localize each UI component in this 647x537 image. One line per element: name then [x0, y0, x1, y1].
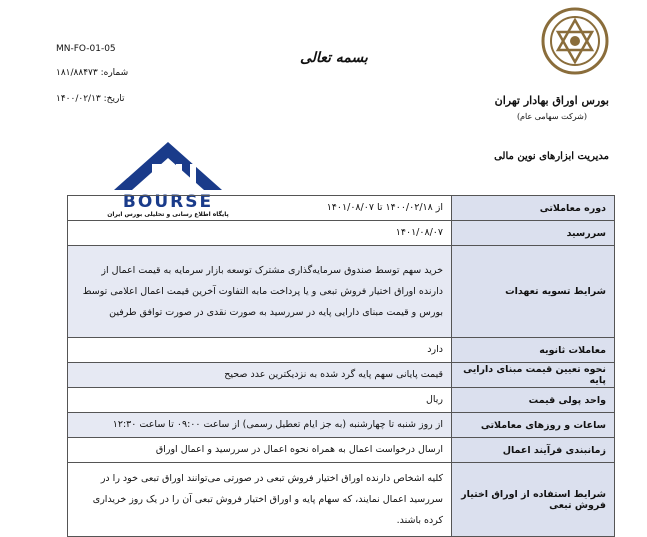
row-value-settlement: خرید سهم توسط صندوق سرمایه‌گذاری مشترک توسعه بازار سرمایه به قیمت اعمال از دارنده اوراق اختیار فروش تبعی و یا پرداخت مابه التفاوت آخرین قیمت اعمال اعلامی توسط بورس و قیمت مبنای دارایی پایه در سررسید به صورت نقدی در صورت توافق طرفین	[68, 246, 452, 338]
table-row	[68, 363, 615, 388]
row-value-maturity: ۱۴۰۱/۰۸/۰۷	[68, 221, 452, 246]
form-code: MN-FO-01-05	[56, 44, 116, 54]
bourse-mark-icon	[100, 140, 236, 196]
row-value-trading-period: از ۱۴۰۰/۰۲/۱۸ تا ۱۴۰۱/۰۸/۰۷	[68, 196, 452, 221]
row-label-secondary-trading: معاملات ثانویه	[452, 338, 615, 363]
row-value-usage-conditions: کلیه اشخاص دارنده اوراق اختیار فروش تبعی در صورتی می‌توانند اوراق تبعی خود را در سررسید اعمال نمایند، که سهام پایه و اوراق اختیار فروش تبعی آن را در یک روز خریداری کرده باشند.	[68, 463, 452, 537]
row-label-exercise-schedule: زمانبندی فرآیند اعمال	[452, 438, 615, 463]
registration-number: شماره: ۱۸۱/۸۸۴۷۳	[56, 68, 129, 78]
table-row	[68, 438, 615, 463]
row-label-trading-period: دوره معاملاتی	[452, 196, 615, 221]
row-value-currency: ریال	[68, 388, 452, 413]
exchange-emblem-icon	[540, 6, 610, 76]
table-row	[68, 338, 615, 363]
bourse-tagline: پایگاه اطلاع رسانی و تحلیلی بورس ایران	[107, 211, 229, 218]
specification-table	[67, 195, 615, 537]
table-row	[68, 388, 615, 413]
table-row	[68, 196, 615, 221]
table-row	[68, 246, 615, 338]
basmala: بسمه تعالی	[300, 50, 368, 66]
row-label-currency: واحد پولی قیمت	[452, 388, 615, 413]
row-value-base-price-method: قیمت پایانی سهم پایه گرد شده به نزدیکترین عدد صحیح	[68, 363, 452, 388]
row-label-settlement: شرایط تسویه تعهدات	[452, 246, 615, 338]
row-label-usage-conditions: شرایط استفاده از اوراق اختیار فروش تبعی	[452, 463, 615, 537]
row-value-trading-hours: از روز شنبه تا چهارشنبه (به جز ایام تعطیل رسمی) از ساعت ۰۹:۰۰ تا ساعت ۱۲:۳۰	[68, 413, 452, 438]
row-label-trading-hours: ساعات و روزهای معاملاتی	[452, 413, 615, 438]
bourse-wordmark: BOURSE	[122, 192, 214, 212]
department-name: مدیریت ابزارهای نوین مالی	[494, 151, 609, 162]
document-date: تاریخ: ۱۴۰۰/۰۲/۱۳	[56, 94, 125, 104]
table-row	[68, 221, 615, 246]
table-row	[68, 413, 615, 438]
row-value-secondary-trading: دارد	[68, 338, 452, 363]
row-label-maturity: سررسید	[452, 221, 615, 246]
row-value-exercise-schedule: ارسال درخواست اعمال به همراه نحوه اعمال در سررسید و اعمال اوراق	[68, 438, 452, 463]
exchange-name: بورس اوراق بهادار تهران	[494, 94, 609, 107]
row-label-base-price-method: نحوه تعیین قیمت مبنای دارایی پایه	[452, 363, 615, 388]
table-row	[68, 463, 615, 537]
exchange-subtitle: (شرکت سهامی عام)	[516, 112, 587, 121]
